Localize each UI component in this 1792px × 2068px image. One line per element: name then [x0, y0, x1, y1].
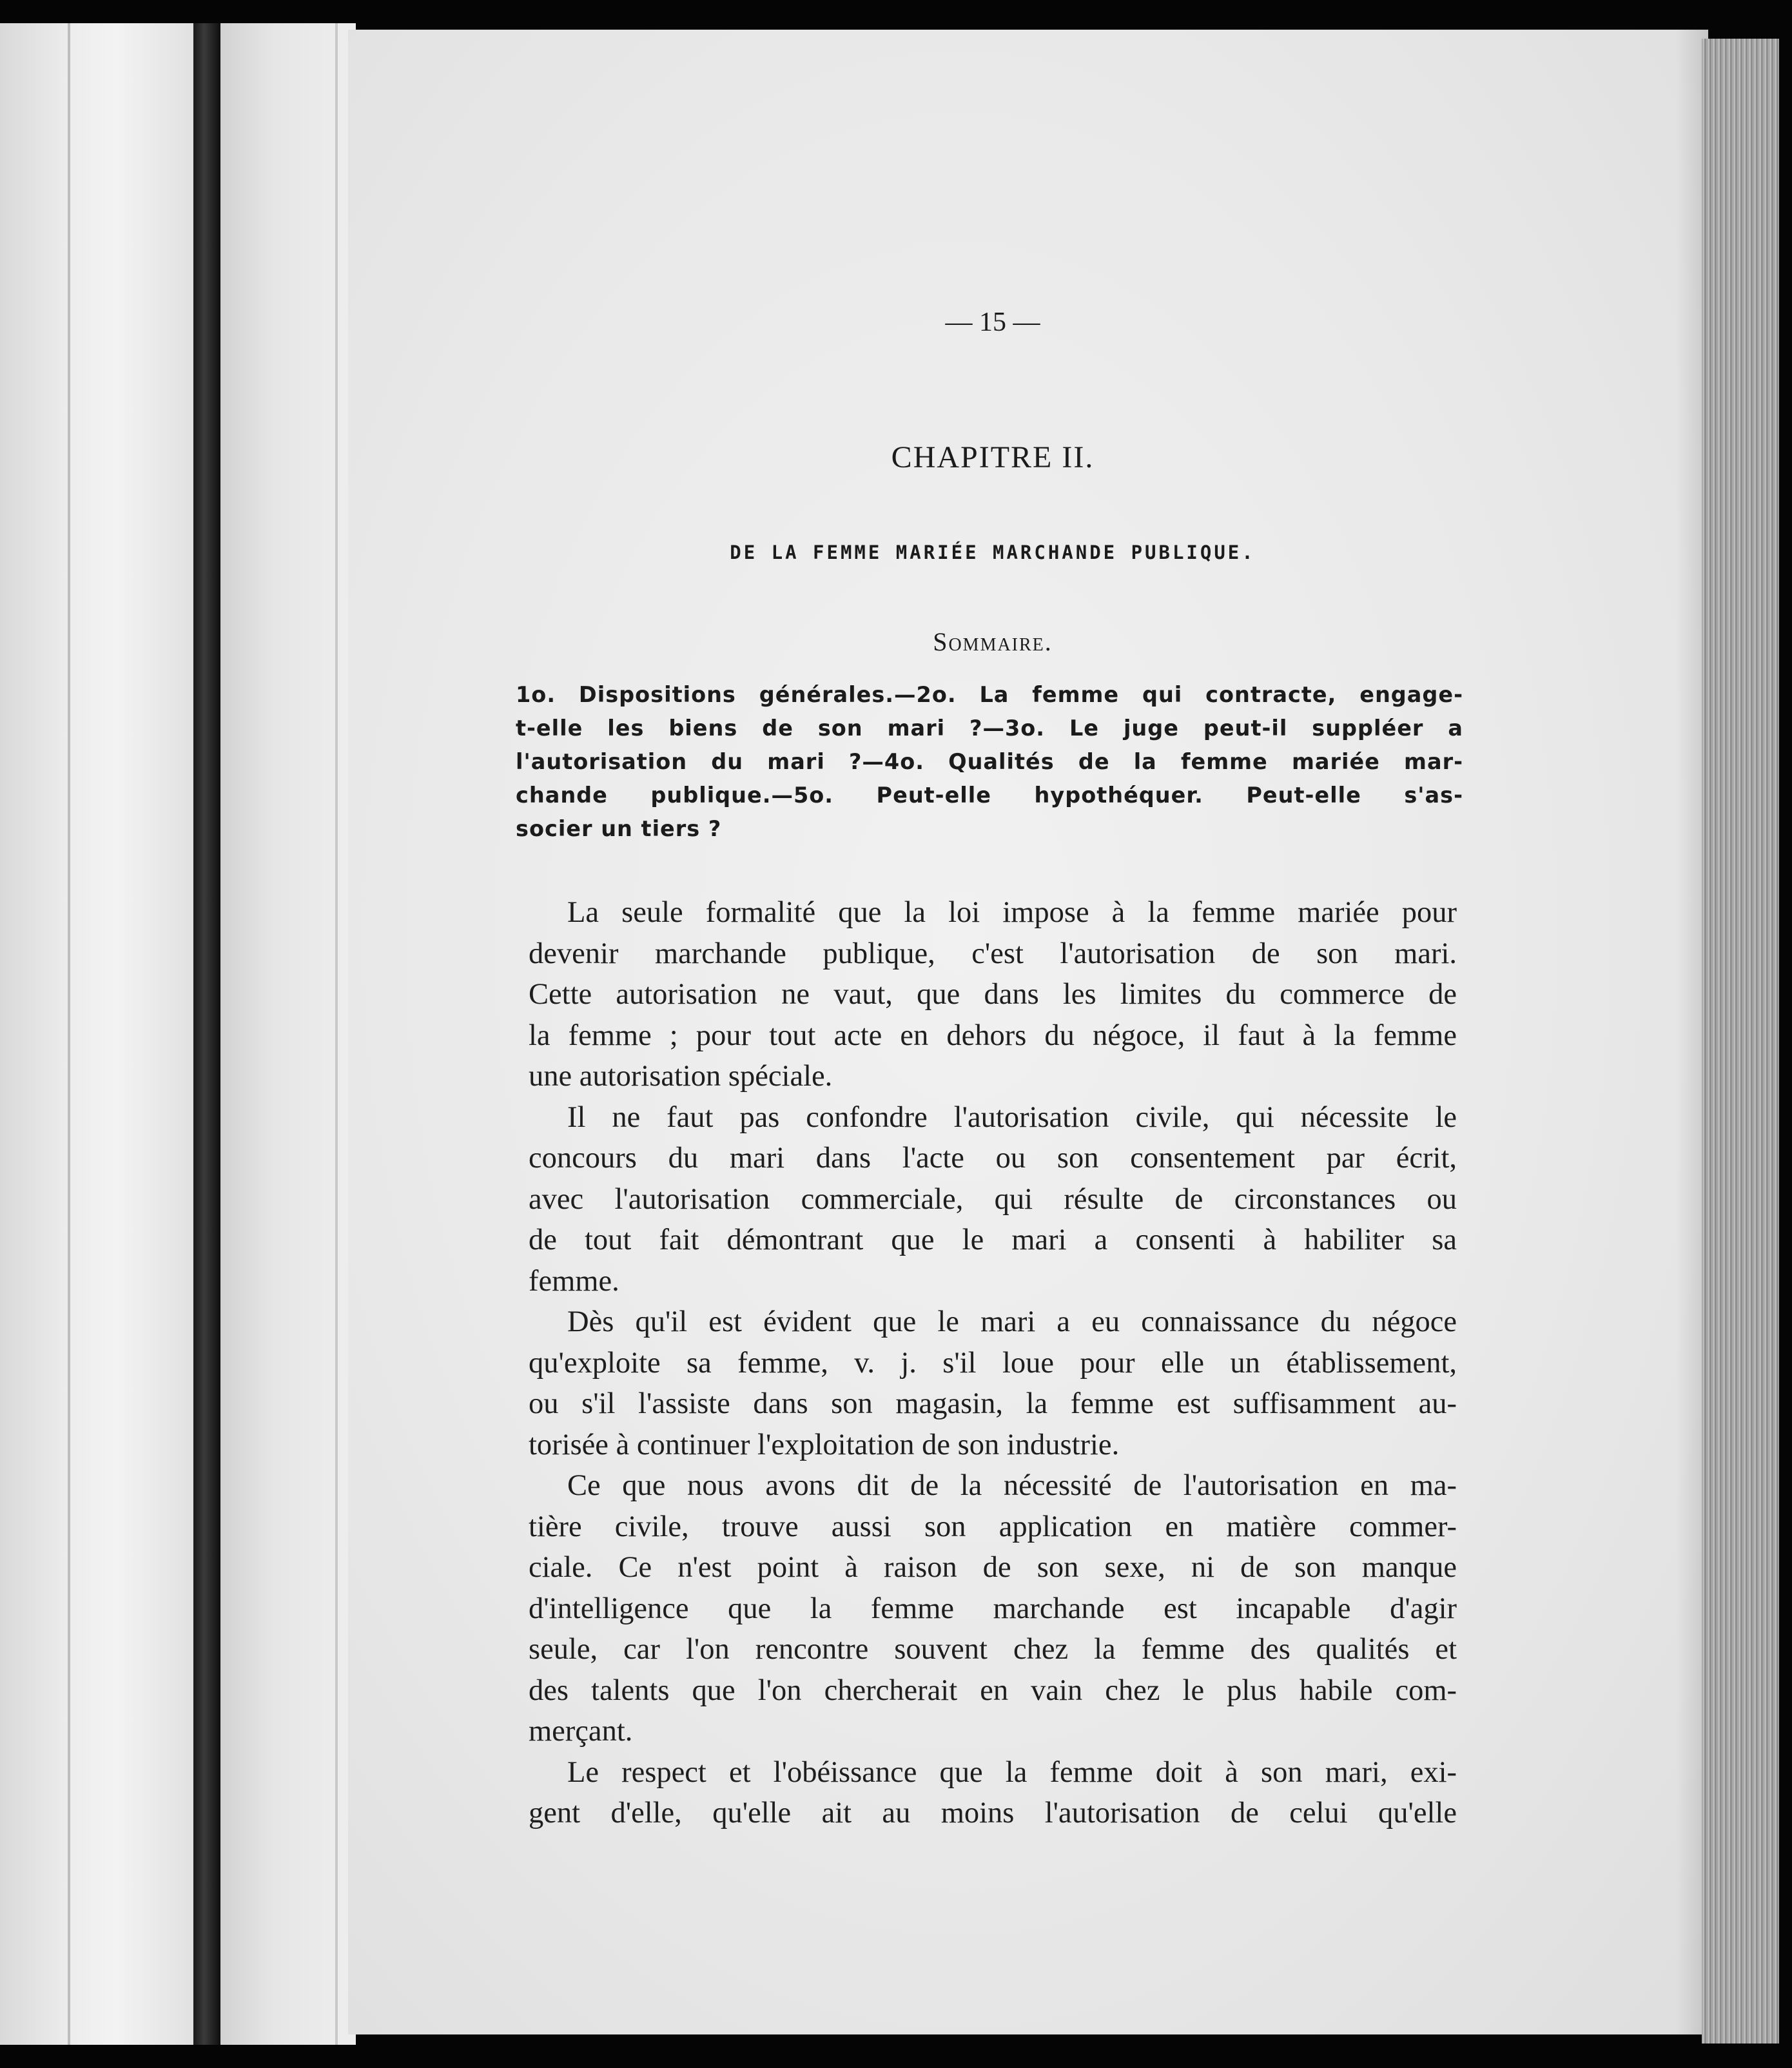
text-line: une autorisation spéciale.: [529, 1060, 833, 1093]
text-line: femme.: [529, 1264, 619, 1298]
chapter-subtitle: DE LA FEMME MARIÉE MARCHANDE PUBLIQUE.: [730, 541, 1256, 563]
paragraph: [529, 1752, 1457, 1834]
body-text: [529, 892, 1457, 1834]
chapter-summary: [516, 678, 1463, 846]
summary-line: chande publique.—5o. Peut-elle hypothéquer. Peut-elle s'as-: [516, 783, 1463, 808]
summary-line: t-elle les biens de son mari ?—3o. Le juge peut-il suppléer a: [516, 716, 1463, 741]
text-line: avec l'autorisation commerciale, qui résulte de circonstances ou: [529, 1182, 1457, 1216]
text-line: ou s'il l'assiste dans son magasin, la femme est suffisamment au-: [529, 1387, 1457, 1420]
text-line: la femme ; pour tout acte en dehors du négoce, il faut à la femme: [529, 1019, 1457, 1052]
previous-page-edge: [0, 23, 193, 2045]
paragraph: [529, 892, 1457, 1097]
paragraph: [529, 1097, 1457, 1302]
page-crease: [68, 23, 70, 2045]
summary-line: 1o. Dispositions générales.—2o. La femme qui contracte, engage-: [516, 682, 1463, 707]
text-line: ciale. Ce n'est point à raison de son sexe, ni de son manque: [529, 1551, 1457, 1584]
text-line: tière civile, trouve aussi son application en matière commer-: [529, 1510, 1457, 1543]
text-line: d'intelligence que la femme marchande est incapable d'agir: [529, 1592, 1457, 1625]
text-line: Cette autorisation ne vaut, que dans les limites du commerce de: [529, 978, 1457, 1011]
book-binding: [193, 23, 220, 2045]
text-line: qu'exploite sa femme, v. j. s'il loue pour elle un établissement,: [529, 1346, 1457, 1380]
paragraph: [529, 1465, 1457, 1752]
text-line: torisée à continuer l'exploitation de son industrie.: [529, 1428, 1120, 1461]
page-block-fore-edge: [1702, 39, 1779, 2044]
text-line: Ce que nous avons dit de la nécessité de l'autorisation en ma-: [567, 1469, 1457, 1502]
paragraph: [529, 1302, 1457, 1465]
text-line: La seule formalité que la loi impose à la femme mariée pour: [567, 896, 1457, 929]
text-line: des talents que l'on chercherait en vain chez le plus habile com-: [529, 1673, 1457, 1707]
text-line: gent d'elle, qu'elle ait au moins l'autorisation de celui qu'elle: [529, 1797, 1457, 1829]
text-line: de tout fait démontrant que le mari a consenti à habiliter sa: [529, 1224, 1457, 1256]
text-line: Le respect et l'obéissance que la femme doit à son mari, exi-: [567, 1755, 1457, 1789]
summary-heading: Sommaire.: [933, 627, 1053, 656]
summary-line: socier un tiers ?: [516, 816, 722, 841]
chapter-title: CHAPITRE II.: [891, 440, 1095, 474]
gutter-fold: [335, 23, 338, 2045]
text-line: seule, car l'on rencontre souvent chez la femme des qualités et: [529, 1633, 1457, 1666]
text-line: Il ne faut pas confondre l'autorisation civile, qui nécessite le: [567, 1100, 1457, 1134]
page-number: — 15 —: [945, 307, 1040, 337]
text-line: merçant.: [529, 1715, 633, 1748]
text-line: Dès qu'il est évident que le mari a eu connaissance du négoce: [567, 1305, 1457, 1338]
text-line: devenir marchande publique, c'est l'autorisation de son mari.: [529, 937, 1457, 970]
text-line: concours du mari dans l'acte ou son consentement par écrit,: [529, 1142, 1457, 1175]
summary-line: l'autorisation du mari ?—4o. Qualités de la femme mariée mar-: [516, 749, 1463, 774]
